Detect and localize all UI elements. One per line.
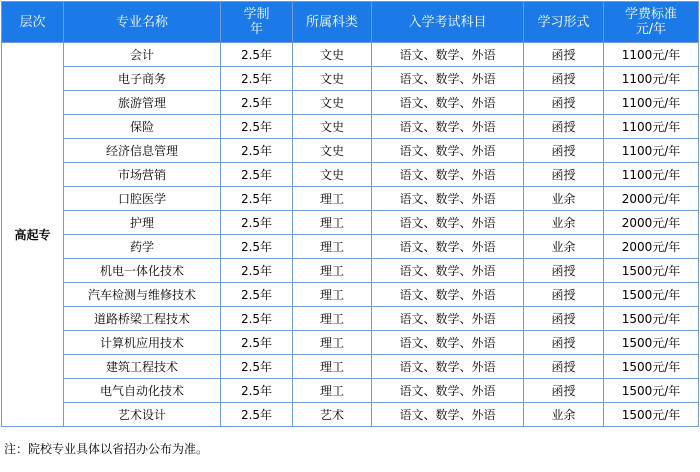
major-cell: 旅游管理 <box>64 91 221 115</box>
years-cell: 2.5年 <box>221 187 293 211</box>
mode-cell: 函授 <box>524 163 604 187</box>
subjects-cell: 语文、数学、外语 <box>372 139 524 163</box>
table-row <box>2 283 699 307</box>
header-study-mode: 学习形式 <box>524 2 604 43</box>
years-cell: 2.5年 <box>221 307 293 331</box>
years-cell: 2.5年 <box>221 115 293 139</box>
mode-cell: 函授 <box>524 331 604 355</box>
mode-cell: 函授 <box>524 115 604 139</box>
table-row <box>2 403 699 427</box>
header-fee-line1: 学费标准 <box>624 7 677 22</box>
subjects-cell: 语文、数学、外语 <box>372 403 524 427</box>
category-cell: 理工 <box>293 331 372 355</box>
table-row <box>2 187 699 211</box>
mode-cell: 函授 <box>524 355 604 379</box>
years-cell: 2.5年 <box>221 67 293 91</box>
fee-cell: 1500元/年 <box>604 331 699 355</box>
fee-cell: 2000元/年 <box>604 235 699 259</box>
fee-cell: 1500元/年 <box>604 379 699 403</box>
fee-cell: 1100元/年 <box>604 43 699 67</box>
table-row <box>2 211 699 235</box>
category-cell: 理工 <box>293 307 372 331</box>
mode-cell: 函授 <box>524 283 604 307</box>
subjects-cell: 语文、数学、外语 <box>372 331 524 355</box>
major-cell: 保险 <box>64 115 221 139</box>
table-row <box>2 331 699 355</box>
fee-cell: 1100元/年 <box>604 115 699 139</box>
years-cell: 2.5年 <box>221 163 293 187</box>
table-body <box>2 43 699 427</box>
category-cell: 文史 <box>293 91 372 115</box>
subjects-cell: 语文、数学、外语 <box>372 211 524 235</box>
category-cell: 文史 <box>293 139 372 163</box>
years-cell: 2.5年 <box>221 91 293 115</box>
header-row <box>2 2 699 43</box>
subjects-cell: 语文、数学、外语 <box>372 307 524 331</box>
fee-cell: 1500元/年 <box>604 283 699 307</box>
table-row <box>2 307 699 331</box>
fee-cell: 1500元/年 <box>604 259 699 283</box>
mode-cell: 函授 <box>524 139 604 163</box>
category-cell: 文史 <box>293 115 372 139</box>
fee-table <box>1 1 699 427</box>
major-cell: 汽车检测与维修技术 <box>64 283 221 307</box>
subjects-cell: 语文、数学、外语 <box>372 163 524 187</box>
subjects-cell: 语文、数学、外语 <box>372 235 524 259</box>
years-cell: 2.5年 <box>221 259 293 283</box>
fee-cell: 1100元/年 <box>604 67 699 91</box>
footnote: 注：院校专业具体以省招办公布为准。 <box>4 442 209 456</box>
fee-cell: 1500元/年 <box>604 307 699 331</box>
subjects-cell: 语文、数学、外语 <box>372 115 524 139</box>
table-row <box>2 379 699 403</box>
fee-cell: 1500元/年 <box>604 403 699 427</box>
subjects-cell: 语文、数学、外语 <box>372 67 524 91</box>
table-row <box>2 259 699 283</box>
mode-cell: 业余 <box>524 187 604 211</box>
category-cell: 理工 <box>293 259 372 283</box>
mode-cell: 函授 <box>524 307 604 331</box>
category-cell: 文史 <box>293 43 372 67</box>
subjects-cell: 语文、数学、外语 <box>372 43 524 67</box>
years-cell: 2.5年 <box>221 331 293 355</box>
subjects-cell: 语文、数学、外语 <box>372 259 524 283</box>
header-years <box>221 2 293 43</box>
header-exam-subjects: 入学考试科目 <box>372 2 524 43</box>
fee-cell: 2000元/年 <box>604 211 699 235</box>
fee-cell: 1100元/年 <box>604 163 699 187</box>
years-cell: 2.5年 <box>221 211 293 235</box>
subjects-cell: 语文、数学、外语 <box>372 187 524 211</box>
subjects-cell: 语文、数学、外语 <box>372 379 524 403</box>
mode-cell: 业余 <box>524 211 604 235</box>
header-major: 专业名称 <box>64 2 221 43</box>
category-cell: 理工 <box>293 187 372 211</box>
mode-cell: 函授 <box>524 379 604 403</box>
mode-cell: 业余 <box>524 403 604 427</box>
major-cell: 道路桥梁工程技术 <box>64 307 221 331</box>
major-cell: 药学 <box>64 235 221 259</box>
major-cell: 计算机应用技术 <box>64 331 221 355</box>
mode-cell: 函授 <box>524 67 604 91</box>
header-fee-line2: 元/年 <box>635 22 667 37</box>
years-cell: 2.5年 <box>221 283 293 307</box>
major-cell: 电子商务 <box>64 67 221 91</box>
mode-cell: 业余 <box>524 235 604 259</box>
years-cell: 2.5年 <box>221 43 293 67</box>
years-cell: 2.5年 <box>221 139 293 163</box>
major-cell: 市场营销 <box>64 163 221 187</box>
category-cell: 理工 <box>293 355 372 379</box>
fee-cell: 1100元/年 <box>604 91 699 115</box>
major-cell: 护理 <box>64 211 221 235</box>
fee-cell: 1500元/年 <box>604 355 699 379</box>
header-years-line1: 学制 <box>243 7 270 22</box>
mode-cell: 函授 <box>524 259 604 283</box>
table-row <box>2 139 699 163</box>
years-cell: 2.5年 <box>221 403 293 427</box>
major-cell: 艺术设计 <box>64 403 221 427</box>
table-row <box>2 163 699 187</box>
category-cell: 理工 <box>293 379 372 403</box>
table-row <box>2 43 699 67</box>
category-cell: 文史 <box>293 163 372 187</box>
category-cell: 文史 <box>293 67 372 91</box>
table-row <box>2 91 699 115</box>
major-cell: 建筑工程技术 <box>64 355 221 379</box>
mode-cell: 函授 <box>524 91 604 115</box>
header-category: 所属科类 <box>293 2 372 43</box>
header-fee <box>604 2 699 43</box>
years-cell: 2.5年 <box>221 379 293 403</box>
years-cell: 2.5年 <box>221 235 293 259</box>
major-cell: 经济信息管理 <box>64 139 221 163</box>
years-cell: 2.5年 <box>221 355 293 379</box>
table-row <box>2 355 699 379</box>
category-cell: 艺术 <box>293 403 372 427</box>
major-cell: 会计 <box>64 43 221 67</box>
major-cell: 口腔医学 <box>64 187 221 211</box>
table-row <box>2 235 699 259</box>
header-level: 层次 <box>2 2 64 43</box>
header-years-line2: 年 <box>249 22 263 37</box>
major-cell: 电气自动化技术 <box>64 379 221 403</box>
table-row <box>2 67 699 91</box>
major-cell: 机电一体化技术 <box>64 259 221 283</box>
subjects-cell: 语文、数学、外语 <box>372 355 524 379</box>
level-cell: 高起专 <box>2 43 64 427</box>
category-cell: 理工 <box>293 283 372 307</box>
fee-cell: 2000元/年 <box>604 187 699 211</box>
category-cell: 理工 <box>293 211 372 235</box>
table-row <box>2 115 699 139</box>
fee-cell: 1100元/年 <box>604 139 699 163</box>
subjects-cell: 语文、数学、外语 <box>372 91 524 115</box>
category-cell: 理工 <box>293 235 372 259</box>
subjects-cell: 语文、数学、外语 <box>372 283 524 307</box>
mode-cell: 函授 <box>524 43 604 67</box>
